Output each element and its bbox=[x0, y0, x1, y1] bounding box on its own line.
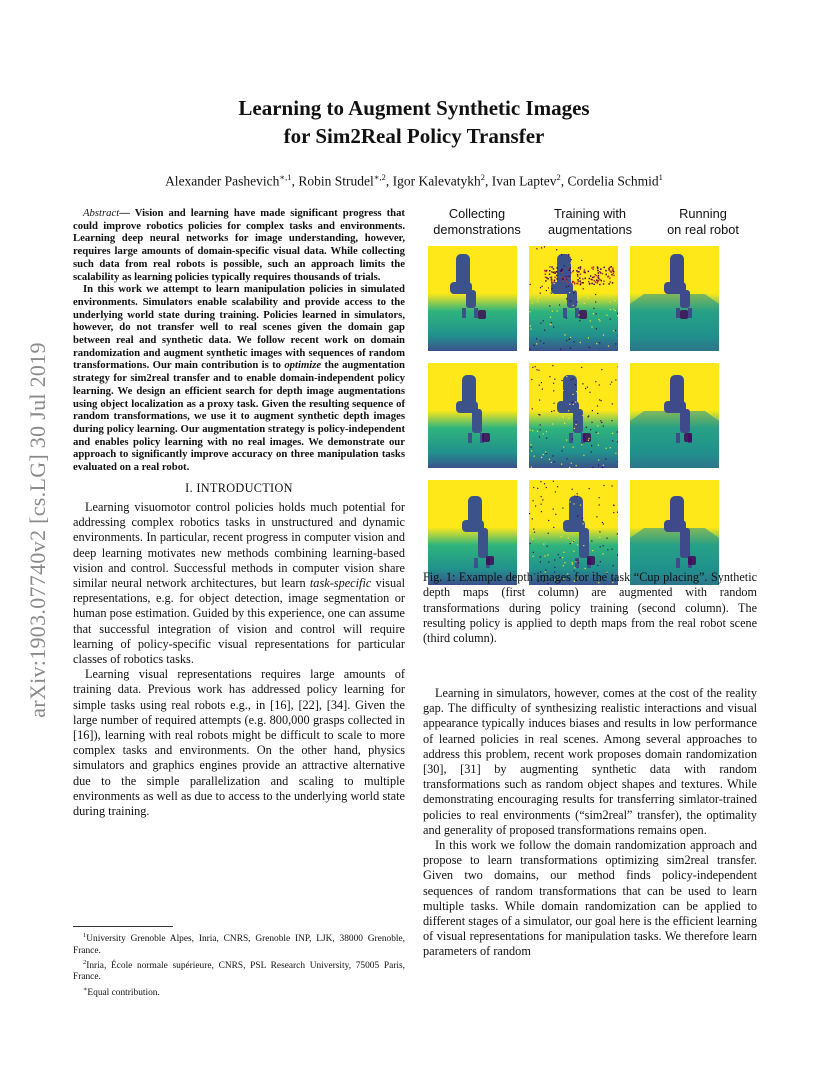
introduction-text: Learning visuomotor control policies holds much potential for addressing complex robotics tasks in unstructured and dynamic environments. In particular, recent progress in computer vision and deep learning motivates new methods combining learning-based vision and control. Successful methods in computer vision share similar neural network architectures, but learn task-specific visual representations, e.g. for object detection, image segmentation or human pose estimation. Guided by this experience, one can assume that successful integration of vision and control will require learning of policy-specific visual representations for particular classes of robotics tasks. Learning visual representations requires large amounts of training data. Previous work has addressed policy learning for simple tasks using real robots e.g., in [16], [22], [34]. Given the large number of required attempts (e.g. 800,000 grasps collected in [16]), learning with real robots might be difficult to scale to more complex tasks and environments. On the other hand, physics simulators and graphics engines provide an attractive alternative due to the simple parallelization and scaling to multiple environments as well as due to access to the underlying world state during training. bbox=[73, 499, 405, 819]
abstract: Abstract— Vision and learning have made significant progress that could improve robotics policies for complex tasks and environments. Learning deep neural networks for image understanding, however, requires large amounts of domain-specific visual data. While collecting such data from real robots is possible, such an approach limits the scalability as learning policies typically requires thousands of trials. In this work we attempt to learn manipulation policies in simulated environments. Simulators enable scalability and provide access to the underlying world state during training. Policies learned in simulators, however, do not transfer well to real scenes given the domain gap between real and synthetic data. We follow recent work on domain randomization and augment synthetic images with sequences of random transformations. Our main contribution is to optimize the augmentation strategy for sim2real transfer and to enable domain-independent policy learning. We design an efficient search for depth image augmentations using object localization as a proxy task. Given the resulting sequence of random transformations, we use it to augment synthetic depth images during policy learning. Our augmentation strategy is policy-independent and enables policy learning with no real images. We demonstrate our approach to significantly improve accuracy on three manipulation tasks evaluated on a real robot. bbox=[73, 207, 406, 474]
figure-column-headers bbox=[423, 206, 757, 246]
author: Ivan Laptev bbox=[491, 173, 557, 189]
author: Igor Kalevatykh bbox=[392, 173, 481, 189]
depth-image-augmented-1 bbox=[529, 246, 618, 351]
footnote-rule bbox=[73, 926, 173, 927]
figure-1 bbox=[423, 206, 757, 585]
depth-image-sim-2 bbox=[428, 363, 517, 468]
figure-header-training: Training with augmentations bbox=[548, 206, 632, 237]
figure-caption: Fig. 1: Example depth images for the task “Cup placing”. Synthetic depth maps (first column) are augmented with random transformations during policy training (second column). The resulting policy is applied to depth maps from the real robot scene (third column). bbox=[423, 570, 757, 646]
right-column: Learning in simulators, however, comes at the cost of the reality gap. The difficulty of synthesizing realistic interactions and visual appearance typically induces biases and results in low performance of learned policies in real scenes. Among several approaches to address this problem, recent work proposes domain randomization [30], [31] by augmenting synthetic data with random transformations such as random object shapes and textures. While demonstrating encouraging results for transferring simlator-trained policies to real environments (“sim2real” transfer), the optimality and generality of proposed transformations remains open. In this work we follow the domain randomization approach and propose to learn transformations optimizing sim2real transfer. Given two domains, our method finds policy-independent sequences of random transformations that can be used to learn multiple tasks. While domain randomization can be applied to different stages of a simulator, our goal here is the efficient learning of visual representations for manipulation tasks. We therefore learn parameters of random bbox=[423, 686, 757, 959]
author-list: Alexander Pashevich$^{∗,1}$, Robin Strudel$^{∗,2}$, Igor Kalevatykh$^2$, Ivan Laptev$^2$, Cordelia Schmid$^1$ bbox=[165, 172, 663, 189]
author: Cordelia Schmid bbox=[567, 173, 659, 189]
author: Alexander Pashevich bbox=[165, 173, 280, 189]
left-column bbox=[73, 207, 405, 819]
depth-image-real-1 bbox=[630, 246, 719, 351]
depth-image-real-2 bbox=[630, 363, 719, 468]
paper-title: Learning to Augment Synthetic Images for Sim2Real Policy Transfer bbox=[238, 96, 590, 148]
depth-image-sim-1 bbox=[428, 246, 517, 351]
section-heading-introduction: I. INTRODUCTION bbox=[185, 480, 293, 495]
depth-image-augmented-2 bbox=[529, 363, 618, 468]
depth-image-grid bbox=[428, 246, 757, 585]
arxiv-stamp: arXiv:1903.07740v2 [cs.LG] 30 Jul 2019 bbox=[25, 342, 50, 718]
figure-header-running: Running on real robot bbox=[667, 206, 739, 237]
figure-header-collecting: Collecting demonstrations bbox=[433, 206, 521, 237]
author: Robin Strudel bbox=[298, 173, 374, 189]
footnotes: $^1$University Grenoble Alpes, Inria, CNRS, Grenoble INP, LJK, 38000 Grenoble, France. $^2$Inria, École normale supérieure, CNRS, PSL Research University, 75005 Paris, France. ∗Equal contribution. bbox=[73, 926, 405, 999]
